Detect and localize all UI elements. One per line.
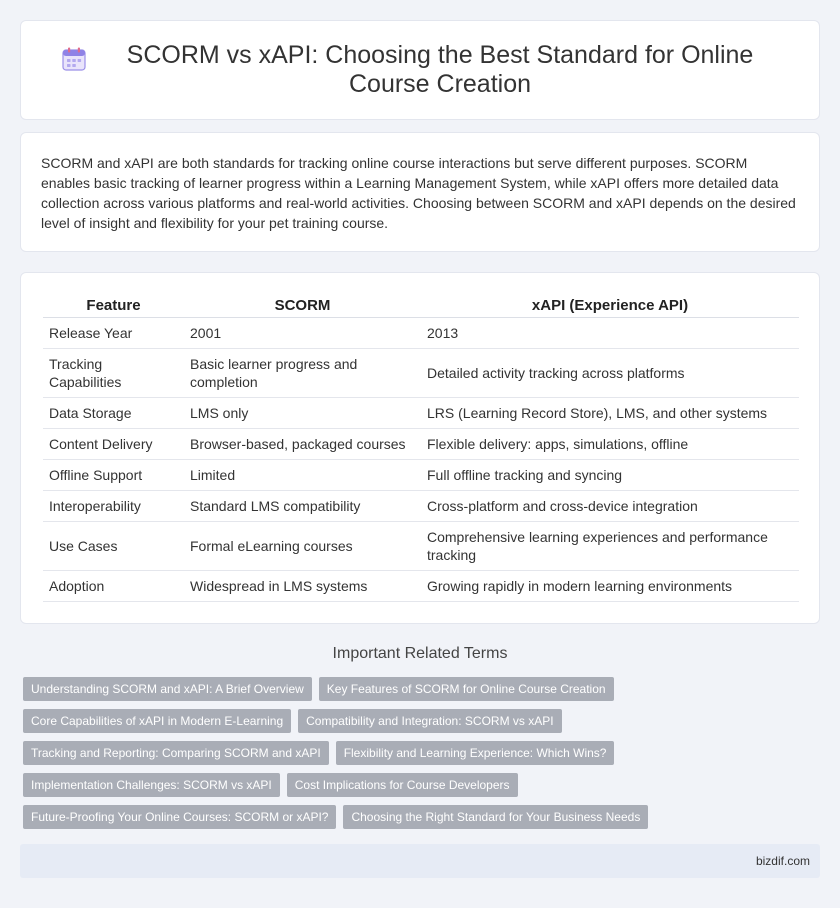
tag-row [23,773,823,797]
cell-feature: Use Cases [43,522,184,571]
cell-feature: Adoption [43,571,184,602]
cell-feature: Offline Support [43,460,184,491]
cell-xapi: Full offline tracking and syncing [421,460,799,491]
intro-text: SCORM and xAPI are both standards for tracking online course interactions but serve different purposes. SCORM enables basic tracking of learner progress within a Learning Management System, while xAPI offers more detailed data collection across various platforms and real-world activities. Choosing between SCORM and xAPI depends on the desired level of insight and flexibility for your pet training course. [41,155,796,231]
related-terms-list [23,677,823,837]
table-row [43,349,799,398]
comparison-card [20,272,820,624]
intro-card [20,132,820,252]
related-term-link[interactable]: Tracking and Reporting: Comparing SCORM and xAPI [23,741,329,765]
related-term-link[interactable]: Cost Implications for Course Developers [287,773,518,797]
cell-feature: Tracking Capabilities [43,349,184,398]
cell-xapi: LRS (Learning Record Store), LMS, and other systems [421,398,799,429]
cell-xapi: Comprehensive learning experiences and performance tracking [421,522,799,571]
page-title: SCORM vs xAPI: Choosing the Best Standard for Online Course Creation [126,41,754,98]
related-term-link[interactable]: Compatibility and Integration: SCORM vs xAPI [298,709,561,733]
footer [20,844,820,878]
related-terms-title: Important Related Terms [332,645,508,662]
related-term-link[interactable]: Core Capabilities of xAPI in Modern E-Learning [23,709,291,733]
related-term-link[interactable]: Implementation Challenges: SCORM vs xAPI [23,773,280,797]
tag-row [23,709,823,733]
cell-xapi: 2013 [421,318,799,349]
table-row [43,460,799,491]
cell-feature: Content Delivery [43,429,184,460]
related-term-link[interactable]: Key Features of SCORM for Online Course Creation [319,677,614,701]
cell-xapi: Growing rapidly in modern learning environments [421,571,799,602]
header-scorm: SCORM [184,293,421,318]
related-term-link[interactable]: Understanding SCORM and xAPI: A Brief Overview [23,677,312,701]
cell-xapi: Flexible delivery: apps, simulations, offline [421,429,799,460]
table-header-row [43,293,799,318]
cell-scorm: Basic learner progress and completion [184,349,421,398]
tag-row [23,805,823,829]
related-term-link[interactable]: Choosing the Right Standard for Your Business Needs [343,805,648,829]
header-feature: Feature [43,293,184,318]
table-row [43,318,799,349]
header-card [20,20,820,120]
tag-row [23,677,823,701]
footer-brand-link[interactable]: bizdif.com [755,854,810,868]
tag-row [23,741,823,765]
cell-scorm: Browser-based, packaged courses [184,429,421,460]
cell-feature: Interoperability [43,491,184,522]
related-term-link[interactable]: Flexibility and Learning Experience: Which Wins? [336,741,615,765]
cell-scorm: Formal eLearning courses [184,522,421,571]
related-term-link[interactable]: Future-Proofing Your Online Courses: SCORM or xAPI? [23,805,336,829]
table-row [43,522,799,571]
table-row [43,398,799,429]
table-row [43,491,799,522]
cell-scorm: 2001 [184,318,421,349]
calendar-icon [61,46,87,72]
comparison-table [43,293,799,602]
cell-feature: Data Storage [43,398,184,429]
cell-scorm: LMS only [184,398,421,429]
cell-xapi: Detailed activity tracking across platforms [421,349,799,398]
cell-scorm: Limited [184,460,421,491]
cell-xapi: Cross-platform and cross-device integration [421,491,799,522]
cell-scorm: Widespread in LMS systems [184,571,421,602]
header-xapi: xAPI (Experience API) [421,293,799,318]
table-row [43,571,799,602]
title-wrap [61,41,779,99]
cell-feature: Release Year [43,318,184,349]
cell-scorm: Standard LMS compatibility [184,491,421,522]
table-row [43,429,799,460]
